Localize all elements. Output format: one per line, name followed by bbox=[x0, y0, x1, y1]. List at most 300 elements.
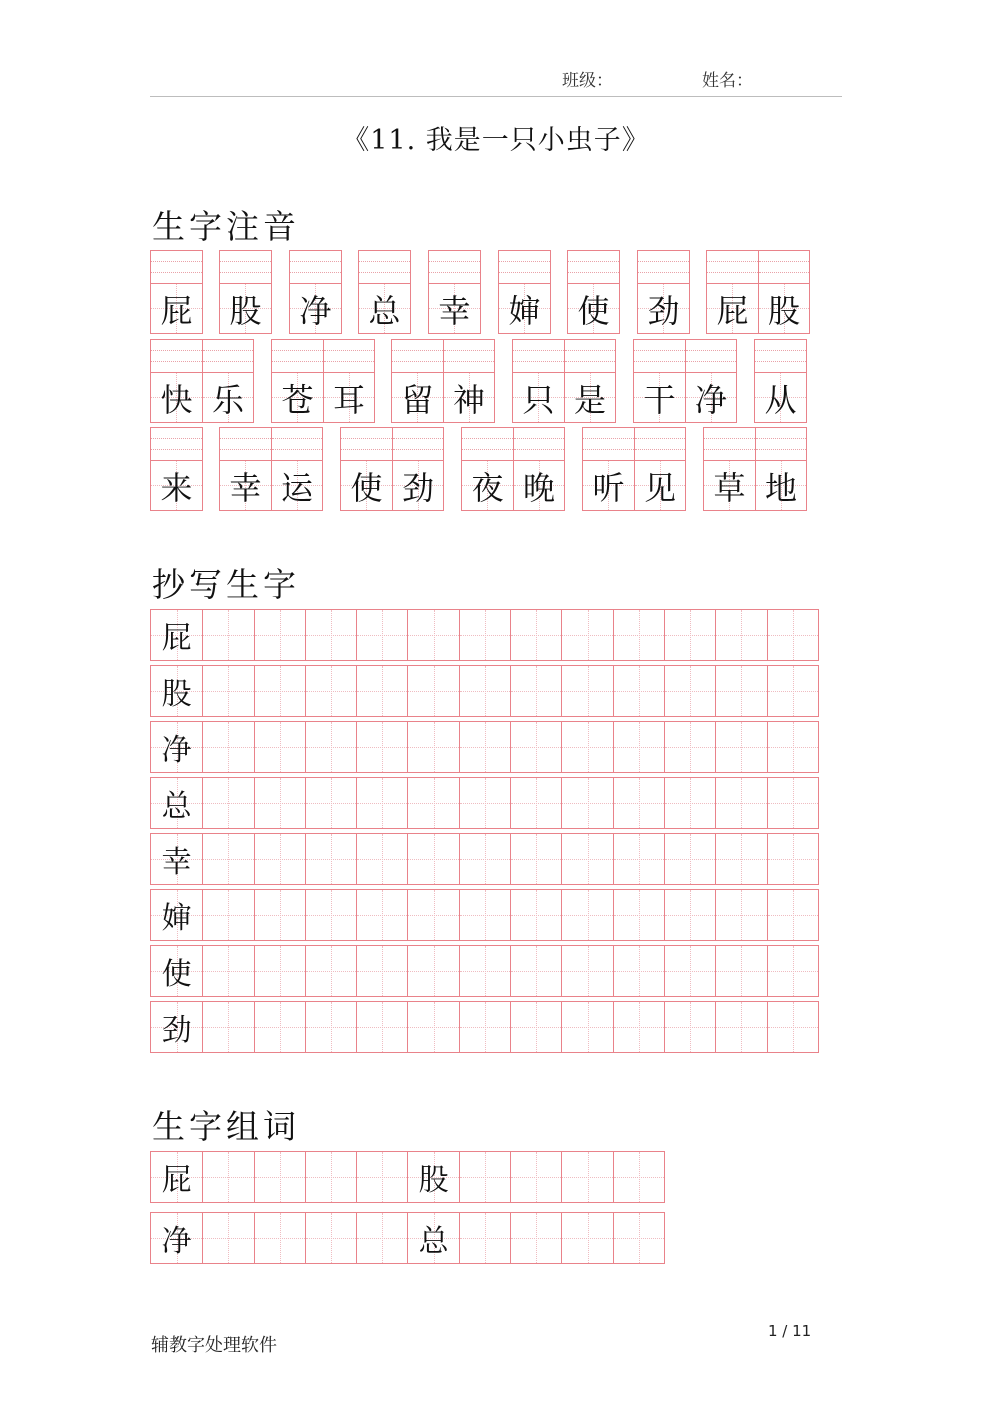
writing-cell[interactable] bbox=[613, 1213, 664, 1263]
writing-cell[interactable] bbox=[510, 666, 561, 716]
character-box bbox=[392, 373, 443, 422]
character-box bbox=[568, 284, 619, 333]
character-box bbox=[704, 461, 755, 510]
writing-cell[interactable] bbox=[561, 722, 612, 772]
character: 劲 bbox=[401, 468, 434, 507]
pinyin-writing-lines[interactable] bbox=[151, 251, 202, 284]
writing-cell[interactable] bbox=[767, 610, 818, 660]
pinyin-cell bbox=[513, 340, 564, 422]
pinyin-writing-lines[interactable] bbox=[272, 428, 322, 461]
character-box bbox=[638, 284, 689, 333]
character: 屁 bbox=[716, 291, 749, 330]
writing-cell[interactable] bbox=[305, 722, 356, 772]
word-row bbox=[150, 1212, 665, 1264]
writing-cell[interactable] bbox=[510, 1152, 561, 1202]
pinyin-cell bbox=[151, 428, 202, 510]
model-character-cell bbox=[151, 1002, 202, 1052]
writing-cell[interactable] bbox=[202, 778, 253, 828]
writing-cell[interactable] bbox=[459, 890, 510, 940]
writing-cell[interactable] bbox=[613, 834, 664, 884]
character-box bbox=[756, 461, 806, 510]
pinyin-writing-lines[interactable] bbox=[704, 428, 755, 461]
character: 股 bbox=[767, 291, 800, 330]
character: 股 bbox=[229, 291, 262, 330]
writing-cell[interactable] bbox=[254, 834, 305, 884]
writing-cell[interactable] bbox=[613, 666, 664, 716]
pinyin-cell bbox=[638, 251, 689, 333]
character-box bbox=[324, 373, 374, 422]
writing-cell[interactable] bbox=[459, 722, 510, 772]
pinyin-cell bbox=[707, 251, 758, 333]
pinyin-group bbox=[340, 427, 444, 511]
pinyin-group bbox=[219, 250, 272, 334]
writing-cell[interactable] bbox=[767, 666, 818, 716]
character-box bbox=[151, 284, 202, 333]
copy-row bbox=[150, 777, 819, 829]
writing-cell[interactable] bbox=[407, 610, 458, 660]
pinyin-cell bbox=[755, 340, 806, 422]
pinyin-cell bbox=[634, 340, 685, 422]
writing-cell[interactable] bbox=[510, 722, 561, 772]
writing-cell[interactable] bbox=[305, 1152, 356, 1202]
model-character-cell bbox=[151, 1152, 202, 1202]
pinyin-cell bbox=[462, 428, 513, 510]
writing-cell[interactable] bbox=[459, 666, 510, 716]
writing-cell[interactable] bbox=[767, 946, 818, 996]
writing-cell[interactable] bbox=[664, 610, 715, 660]
page-title: 《11. 我是一只小虫子》 bbox=[342, 125, 650, 156]
pinyin-cell bbox=[443, 340, 494, 422]
writing-cell[interactable] bbox=[356, 610, 407, 660]
pinyin-writing-lines[interactable] bbox=[756, 428, 806, 461]
writing-cell[interactable] bbox=[613, 610, 664, 660]
character: 来 bbox=[160, 468, 193, 507]
character-box bbox=[634, 373, 685, 422]
writing-cell[interactable] bbox=[202, 666, 253, 716]
model-character-cell bbox=[151, 666, 202, 716]
pinyin-cell bbox=[359, 251, 410, 333]
model-character: 幸 bbox=[161, 845, 192, 880]
writing-cell[interactable] bbox=[715, 1002, 766, 1052]
character-box bbox=[759, 284, 809, 333]
character: 幸 bbox=[229, 468, 262, 507]
pinyin-writing-lines[interactable] bbox=[634, 340, 685, 373]
pinyin-writing-lines[interactable] bbox=[341, 428, 392, 461]
model-character: 净 bbox=[161, 733, 192, 768]
pinyin-writing-lines[interactable] bbox=[359, 251, 410, 284]
writing-cell[interactable] bbox=[561, 834, 612, 884]
model-character-cell bbox=[151, 890, 202, 940]
writing-cell[interactable] bbox=[613, 890, 664, 940]
pinyin-cell bbox=[220, 251, 271, 333]
model-character: 屁 bbox=[161, 621, 192, 656]
pinyin-writing-lines[interactable] bbox=[499, 251, 550, 284]
character: 留 bbox=[401, 380, 434, 419]
footer-software: 辅教字处理软件 bbox=[151, 1335, 277, 1356]
writing-cell[interactable] bbox=[407, 834, 458, 884]
character-box bbox=[707, 284, 758, 333]
pinyin-writing-lines[interactable] bbox=[568, 251, 619, 284]
character: 乐 bbox=[211, 380, 244, 419]
pinyin-writing-lines[interactable] bbox=[290, 251, 341, 284]
writing-cell[interactable] bbox=[407, 666, 458, 716]
pinyin-cell bbox=[341, 428, 392, 510]
writing-cell[interactable] bbox=[356, 722, 407, 772]
writing-cell[interactable] bbox=[254, 890, 305, 940]
character-box bbox=[151, 373, 202, 422]
character-box bbox=[290, 284, 341, 333]
pinyin-writing-lines[interactable] bbox=[755, 340, 806, 373]
copy-row bbox=[150, 833, 819, 885]
character: 草 bbox=[713, 468, 746, 507]
pinyin-cell bbox=[202, 340, 253, 422]
character: 劲 bbox=[647, 291, 680, 330]
writing-cell[interactable] bbox=[356, 1002, 407, 1052]
pinyin-group bbox=[703, 427, 807, 511]
pinyin-group bbox=[271, 339, 375, 423]
model-character-cell bbox=[151, 610, 202, 660]
model-character-cell bbox=[151, 722, 202, 772]
pinyin-cell bbox=[499, 251, 550, 333]
pinyin-cell bbox=[704, 428, 755, 510]
writing-cell[interactable] bbox=[613, 778, 664, 828]
writing-cell[interactable] bbox=[613, 1002, 664, 1052]
writing-cell[interactable] bbox=[510, 778, 561, 828]
pinyin-group bbox=[498, 250, 551, 334]
class-label: 班级： bbox=[562, 71, 613, 91]
writing-cell[interactable] bbox=[664, 834, 715, 884]
pinyin-cell bbox=[392, 428, 443, 510]
model-character: 屁 bbox=[161, 1163, 192, 1198]
character: 从 bbox=[764, 380, 797, 419]
character-box bbox=[393, 461, 443, 510]
character-box bbox=[444, 373, 494, 422]
model-character: 劲 bbox=[161, 1013, 192, 1048]
writing-cell[interactable] bbox=[305, 778, 356, 828]
pinyin-writing-lines[interactable] bbox=[686, 340, 736, 373]
writing-cell[interactable] bbox=[715, 946, 766, 996]
header-divider bbox=[150, 96, 842, 97]
name-label: 姓名： bbox=[702, 71, 753, 91]
writing-cell[interactable] bbox=[254, 610, 305, 660]
word-row bbox=[150, 1151, 665, 1203]
writing-cell[interactable] bbox=[510, 1213, 561, 1263]
pinyin-cell bbox=[513, 428, 564, 510]
character: 净 bbox=[299, 291, 332, 330]
writing-cell[interactable] bbox=[510, 946, 561, 996]
model-character: 使 bbox=[161, 957, 192, 992]
writing-cell[interactable] bbox=[510, 1002, 561, 1052]
pinyin-writing-lines[interactable] bbox=[324, 340, 374, 373]
pinyin-cell bbox=[564, 340, 615, 422]
character-box bbox=[220, 284, 271, 333]
writing-cell[interactable] bbox=[202, 834, 253, 884]
writing-cell[interactable] bbox=[767, 834, 818, 884]
pinyin-cell bbox=[290, 251, 341, 333]
writing-cell[interactable] bbox=[715, 834, 766, 884]
writing-cell[interactable] bbox=[356, 946, 407, 996]
section-title-words: 生字组词 bbox=[152, 1107, 300, 1146]
character-box bbox=[513, 373, 564, 422]
writing-cell[interactable] bbox=[254, 666, 305, 716]
pinyin-group bbox=[150, 250, 203, 334]
pinyin-group bbox=[289, 250, 342, 334]
pinyin-group bbox=[219, 427, 323, 511]
writing-cell[interactable] bbox=[254, 778, 305, 828]
character-box bbox=[341, 461, 392, 510]
pinyin-cell bbox=[685, 340, 736, 422]
model-character: 净 bbox=[161, 1224, 192, 1259]
character: 运 bbox=[280, 468, 313, 507]
pinyin-cell bbox=[634, 428, 685, 510]
pinyin-cell bbox=[323, 340, 374, 422]
model-character: 股 bbox=[418, 1163, 449, 1198]
model-character-cell bbox=[407, 1213, 458, 1263]
pinyin-writing-lines[interactable] bbox=[635, 428, 685, 461]
writing-cell[interactable] bbox=[356, 1152, 407, 1202]
pinyin-writing-lines[interactable] bbox=[393, 428, 443, 461]
writing-cell[interactable] bbox=[561, 890, 612, 940]
section-title-copy: 抄写生字 bbox=[152, 565, 300, 604]
writing-cell[interactable] bbox=[715, 722, 766, 772]
writing-cell[interactable] bbox=[202, 722, 253, 772]
writing-cell[interactable] bbox=[459, 946, 510, 996]
writing-cell[interactable] bbox=[561, 1002, 612, 1052]
writing-cell[interactable] bbox=[305, 610, 356, 660]
writing-cell[interactable] bbox=[305, 666, 356, 716]
character: 总 bbox=[368, 291, 401, 330]
model-character: 婶 bbox=[161, 901, 192, 936]
pinyin-cell bbox=[220, 428, 271, 510]
writing-cell[interactable] bbox=[459, 834, 510, 884]
pinyin-group bbox=[633, 339, 737, 423]
character-box bbox=[272, 373, 323, 422]
writing-cell[interactable] bbox=[613, 946, 664, 996]
pinyin-group bbox=[358, 250, 411, 334]
character-box bbox=[755, 373, 806, 422]
writing-cell[interactable] bbox=[664, 722, 715, 772]
writing-cell[interactable] bbox=[613, 1152, 664, 1202]
writing-cell[interactable] bbox=[613, 722, 664, 772]
character: 只 bbox=[522, 380, 555, 419]
writing-cell[interactable] bbox=[202, 946, 253, 996]
writing-cell[interactable] bbox=[305, 946, 356, 996]
character: 神 bbox=[452, 380, 485, 419]
character: 听 bbox=[592, 468, 625, 507]
pinyin-writing-lines[interactable] bbox=[429, 251, 480, 284]
writing-cell[interactable] bbox=[664, 1002, 715, 1052]
model-character-cell bbox=[407, 1152, 458, 1202]
writing-cell[interactable] bbox=[510, 610, 561, 660]
writing-cell[interactable] bbox=[356, 890, 407, 940]
writing-cell[interactable] bbox=[202, 1213, 253, 1263]
model-character-cell bbox=[151, 778, 202, 828]
writing-cell[interactable] bbox=[510, 834, 561, 884]
character-box bbox=[514, 461, 564, 510]
pinyin-writing-lines[interactable] bbox=[203, 340, 253, 373]
pinyin-cell bbox=[429, 251, 480, 333]
writing-cell[interactable] bbox=[561, 666, 612, 716]
writing-cell[interactable] bbox=[767, 1002, 818, 1052]
copy-row bbox=[150, 721, 819, 773]
writing-cell[interactable] bbox=[254, 946, 305, 996]
writing-cell[interactable] bbox=[561, 1152, 612, 1202]
model-character-cell bbox=[151, 946, 202, 996]
pinyin-group bbox=[582, 427, 686, 511]
writing-cell[interactable] bbox=[664, 946, 715, 996]
character: 幸 bbox=[438, 291, 471, 330]
writing-cell[interactable] bbox=[407, 890, 458, 940]
character: 苍 bbox=[281, 380, 314, 419]
writing-cell[interactable] bbox=[356, 1213, 407, 1263]
pinyin-writing-lines[interactable] bbox=[220, 428, 271, 461]
writing-cell[interactable] bbox=[254, 722, 305, 772]
writing-cell[interactable] bbox=[561, 946, 612, 996]
copy-row bbox=[150, 609, 819, 661]
pinyin-writing-lines[interactable] bbox=[462, 428, 513, 461]
writing-cell[interactable] bbox=[715, 666, 766, 716]
pinyin-cell bbox=[272, 340, 323, 422]
pinyin-group bbox=[461, 427, 565, 511]
character: 屁 bbox=[160, 291, 193, 330]
model-character-cell bbox=[151, 834, 202, 884]
model-character-cell bbox=[151, 1213, 202, 1263]
writing-cell[interactable] bbox=[202, 610, 253, 660]
model-character: 股 bbox=[161, 677, 192, 712]
pinyin-group bbox=[150, 339, 254, 423]
writing-cell[interactable] bbox=[767, 722, 818, 772]
model-character: 总 bbox=[161, 789, 192, 824]
writing-cell[interactable] bbox=[356, 834, 407, 884]
character-box bbox=[565, 373, 615, 422]
writing-cell[interactable] bbox=[202, 1002, 253, 1052]
pinyin-group bbox=[391, 339, 495, 423]
writing-cell[interactable] bbox=[305, 834, 356, 884]
copy-row bbox=[150, 889, 819, 941]
character: 使 bbox=[350, 468, 383, 507]
section-title-pinyin: 生字注音 bbox=[152, 207, 300, 246]
writing-cell[interactable] bbox=[767, 890, 818, 940]
writing-cell[interactable] bbox=[459, 1152, 510, 1202]
character: 耳 bbox=[332, 380, 365, 419]
writing-cell[interactable] bbox=[715, 610, 766, 660]
copy-row bbox=[150, 665, 819, 717]
writing-cell[interactable] bbox=[664, 778, 715, 828]
character-box bbox=[220, 461, 271, 510]
pinyin-writing-lines[interactable] bbox=[638, 251, 689, 284]
character-box bbox=[583, 461, 634, 510]
model-character: 总 bbox=[418, 1224, 449, 1259]
writing-cell[interactable] bbox=[664, 890, 715, 940]
pinyin-writing-lines[interactable] bbox=[392, 340, 443, 373]
writing-cell[interactable] bbox=[407, 1002, 458, 1052]
writing-cell[interactable] bbox=[561, 778, 612, 828]
pinyin-cell bbox=[151, 340, 202, 422]
writing-cell[interactable] bbox=[664, 666, 715, 716]
pinyin-writing-lines[interactable] bbox=[220, 251, 271, 284]
writing-cell[interactable] bbox=[459, 1213, 510, 1263]
character: 净 bbox=[694, 380, 727, 419]
pinyin-cell bbox=[755, 428, 806, 510]
character: 快 bbox=[160, 380, 193, 419]
writing-cell[interactable] bbox=[356, 666, 407, 716]
pinyin-group bbox=[150, 427, 203, 511]
character: 夜 bbox=[471, 468, 504, 507]
writing-cell[interactable] bbox=[407, 778, 458, 828]
writing-cell[interactable] bbox=[305, 1002, 356, 1052]
character-box bbox=[635, 461, 685, 510]
pinyin-cell bbox=[758, 251, 809, 333]
character: 使 bbox=[577, 291, 610, 330]
pinyin-writing-lines[interactable] bbox=[444, 340, 494, 373]
pinyin-group bbox=[567, 250, 620, 334]
writing-cell[interactable] bbox=[561, 1213, 612, 1263]
character: 见 bbox=[643, 468, 676, 507]
writing-cell[interactable] bbox=[202, 890, 253, 940]
pinyin-cell bbox=[392, 340, 443, 422]
character: 是 bbox=[573, 380, 606, 419]
writing-cell[interactable] bbox=[767, 778, 818, 828]
writing-cell[interactable] bbox=[715, 778, 766, 828]
pinyin-group bbox=[754, 339, 807, 423]
pinyin-cell bbox=[271, 428, 322, 510]
writing-cell[interactable] bbox=[407, 946, 458, 996]
character-box bbox=[272, 461, 322, 510]
writing-cell[interactable] bbox=[305, 1213, 356, 1263]
writing-cell[interactable] bbox=[202, 1152, 253, 1202]
pinyin-writing-lines[interactable] bbox=[583, 428, 634, 461]
character-box bbox=[686, 373, 736, 422]
character-box bbox=[359, 284, 410, 333]
writing-cell[interactable] bbox=[459, 1002, 510, 1052]
pinyin-writing-lines[interactable] bbox=[759, 251, 809, 284]
page-number: 1 / 11 bbox=[768, 1322, 812, 1340]
character-box bbox=[429, 284, 480, 333]
pinyin-writing-lines[interactable] bbox=[151, 428, 202, 461]
writing-cell[interactable] bbox=[254, 1152, 305, 1202]
writing-cell[interactable] bbox=[715, 890, 766, 940]
character: 晚 bbox=[522, 468, 555, 507]
pinyin-group bbox=[512, 339, 616, 423]
pinyin-writing-lines[interactable] bbox=[151, 340, 202, 373]
writing-cell[interactable] bbox=[459, 610, 510, 660]
character-box bbox=[151, 461, 202, 510]
writing-cell[interactable] bbox=[407, 722, 458, 772]
pinyin-group bbox=[637, 250, 690, 334]
character: 地 bbox=[764, 468, 797, 507]
copy-row bbox=[150, 945, 819, 997]
character-box bbox=[499, 284, 550, 333]
writing-cell[interactable] bbox=[254, 1213, 305, 1263]
character: 干 bbox=[643, 380, 676, 419]
writing-cell[interactable] bbox=[510, 890, 561, 940]
writing-cell[interactable] bbox=[561, 610, 612, 660]
pinyin-writing-lines[interactable] bbox=[513, 340, 564, 373]
writing-cell[interactable] bbox=[305, 890, 356, 940]
pinyin-writing-lines[interactable] bbox=[272, 340, 323, 373]
pinyin-group bbox=[428, 250, 481, 334]
writing-cell[interactable] bbox=[459, 778, 510, 828]
writing-cell[interactable] bbox=[254, 1002, 305, 1052]
pinyin-group bbox=[706, 250, 810, 334]
copy-row bbox=[150, 1001, 819, 1053]
character-box bbox=[203, 373, 253, 422]
character-box bbox=[462, 461, 513, 510]
pinyin-writing-lines[interactable] bbox=[565, 340, 615, 373]
pinyin-writing-lines[interactable] bbox=[707, 251, 758, 284]
pinyin-writing-lines[interactable] bbox=[514, 428, 564, 461]
writing-cell[interactable] bbox=[356, 778, 407, 828]
